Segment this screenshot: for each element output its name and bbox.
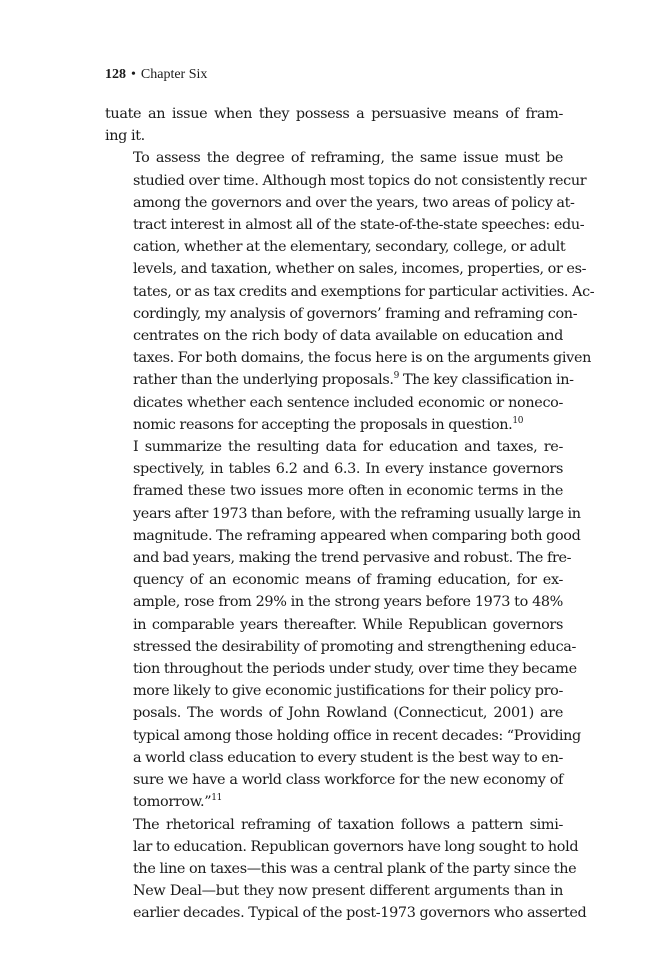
text-line: sure we have a world class workforce for the new economy of [133, 772, 563, 789]
text-line-with-note [105, 791, 563, 813]
paragraph-3 [105, 436, 581, 813]
text-line: among the governors and over the years, two areas of policy at- [133, 194, 575, 211]
text-line: typical among those holding office in recent decades: “Providing [133, 727, 581, 744]
text-line: To assess the degree of reframing, the same issue must be [133, 150, 563, 167]
text-line: years after 1973 than before, with the reframing usually large in [133, 505, 581, 522]
body-text [105, 103, 595, 925]
text-line-with-note [105, 369, 574, 391]
text-line: lar to education. Republican governors have long sought to hold [133, 838, 579, 855]
footnote-ref-11[interactable]: 11 [211, 793, 222, 804]
chapter-title: Chapter Six [140, 67, 208, 82]
page-number: 128 [105, 67, 126, 82]
text-line: stressed the desirability of promoting and strengthening educa- [133, 638, 577, 655]
text-line: magnitude. The reframing appeared when comparing both good [133, 527, 581, 544]
book-page [105, 66, 595, 925]
paragraph-1 [105, 103, 563, 147]
text-line: tract interest in almost all of the state-of-the-state speeches: edu- [133, 217, 585, 234]
text-line: I summarize the resulting data for education and taxes, re- [133, 439, 563, 456]
footnote-ref-10[interactable]: 10 [512, 415, 524, 426]
text-line: posals. The words of John Rowland (Connecticut, 2001) are [133, 705, 563, 722]
text-line: tuate an issue when they possess a persuasive means of fram- [105, 106, 563, 122]
text-line: earlier decades. Typical of the post-1973 governors who asserted [133, 905, 587, 922]
text-line: and bad years, making the trend pervasive and robust. The fre- [133, 550, 572, 567]
text-line: in comparable years thereafter. While Republican governors [133, 616, 563, 633]
paragraph-2 [105, 147, 595, 436]
text-line: cation, whether at the elementary, secondary, college, or adult [133, 239, 566, 256]
text-line: centrates on the rich body of data available on education and [133, 328, 563, 345]
text-line: studied over time. Although most topics do not consistently recur [133, 172, 587, 189]
header-separator: • [131, 67, 136, 82]
text-line: taxes. For both domains, the focus here is on the arguments given [133, 350, 592, 367]
text-line: quency of an economic means of framing education, for ex- [133, 572, 563, 589]
text-line-with-note [105, 414, 563, 436]
text-run: tomorrow.” [133, 794, 212, 811]
text-line: dicates whether each sentence included economic or noneco- [133, 394, 563, 411]
text-line: cordingly, my analysis of governors’ framing and reframing con- [133, 305, 578, 322]
text-line: ample, rose from 29% in the strong years before 1973 to 48% [133, 594, 563, 611]
text-line: New Deal—but they now present different arguments than in [133, 883, 563, 900]
text-line: spectively, in tables 6.2 and 6.3. In every instance governors [133, 461, 563, 478]
text-line: a world class education to every student is the best way to en- [133, 749, 563, 766]
text-run: nomic reasons for accepting the proposals in question. [133, 416, 513, 433]
text-line: framed these two issues more often in economic terms in the [133, 483, 563, 500]
footnote-ref-9[interactable]: 9 [393, 371, 400, 382]
text-line: the line on taxes—this was a central plank of the party since the [133, 860, 577, 877]
text-line: levels, and taxation, whether on sales, incomes, properties, or es- [133, 261, 587, 278]
text-line: The rhetorical reframing of taxation follows a pattern simi- [133, 816, 563, 833]
text-line: tates, or as tax credits and exemptions for particular activities. Ac- [133, 283, 595, 300]
text-line: tion throughout the periods under study, over time they became [133, 661, 577, 678]
text-line: more likely to give economic justifications for their policy pro- [133, 683, 563, 700]
paragraph-4 [105, 814, 587, 925]
running-head [105, 66, 563, 84]
text-run: The key classification in- [399, 372, 574, 389]
text-line: ing it. [105, 128, 145, 145]
text-run: rather than the underlying proposals. [133, 372, 394, 389]
